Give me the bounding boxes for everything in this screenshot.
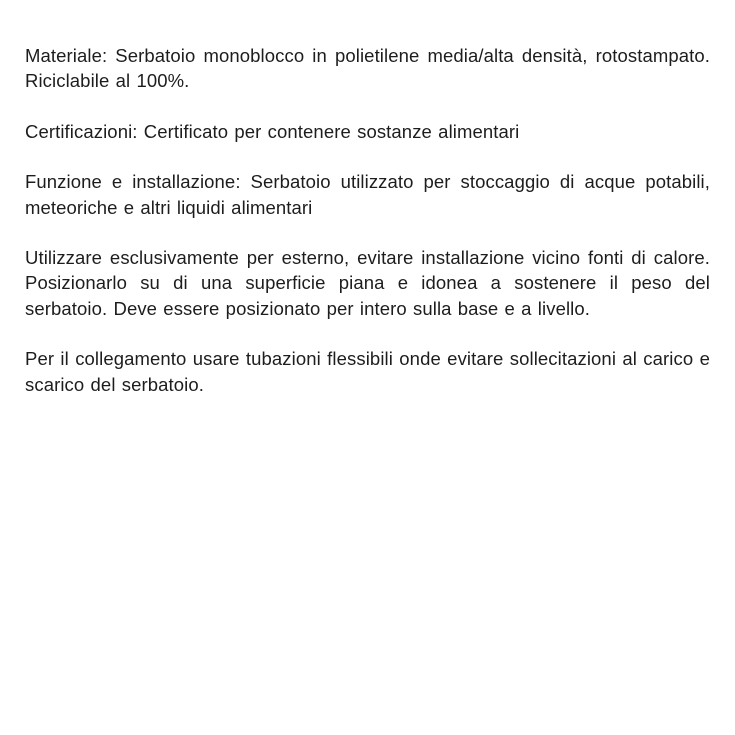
paragraph-certificazioni: Certificazioni: Certificato per contenere sostanze alimentari [25,120,520,142]
paragraph-avvertenze-posizionamento: Utilizzare esclusivamente per esterno, evitare installazione vicino fonti di calore. Posizionarlo su di una superficie piana e idonea a sostenere il peso del serbatoio. Deve essere posizionato per intero sulla base e a livello. [25,247,710,319]
paragraph-funzione-installazione: Funzione e installazione: Serbatoio utilizzato per stoccaggio di acque potabili, meteoriche e altri liquidi alimentari [25,171,710,218]
paragraph-collegamento: Per il collegamento usare tubazioni flessibili onde evitare sollecitazioni al carico e scarico del serbatoio. [25,348,710,395]
paragraph-materiale: Materiale: Serbatoio monoblocco in polietilene media/alta densità, rotostampato. Riciclabile al 100%. [25,45,710,92]
